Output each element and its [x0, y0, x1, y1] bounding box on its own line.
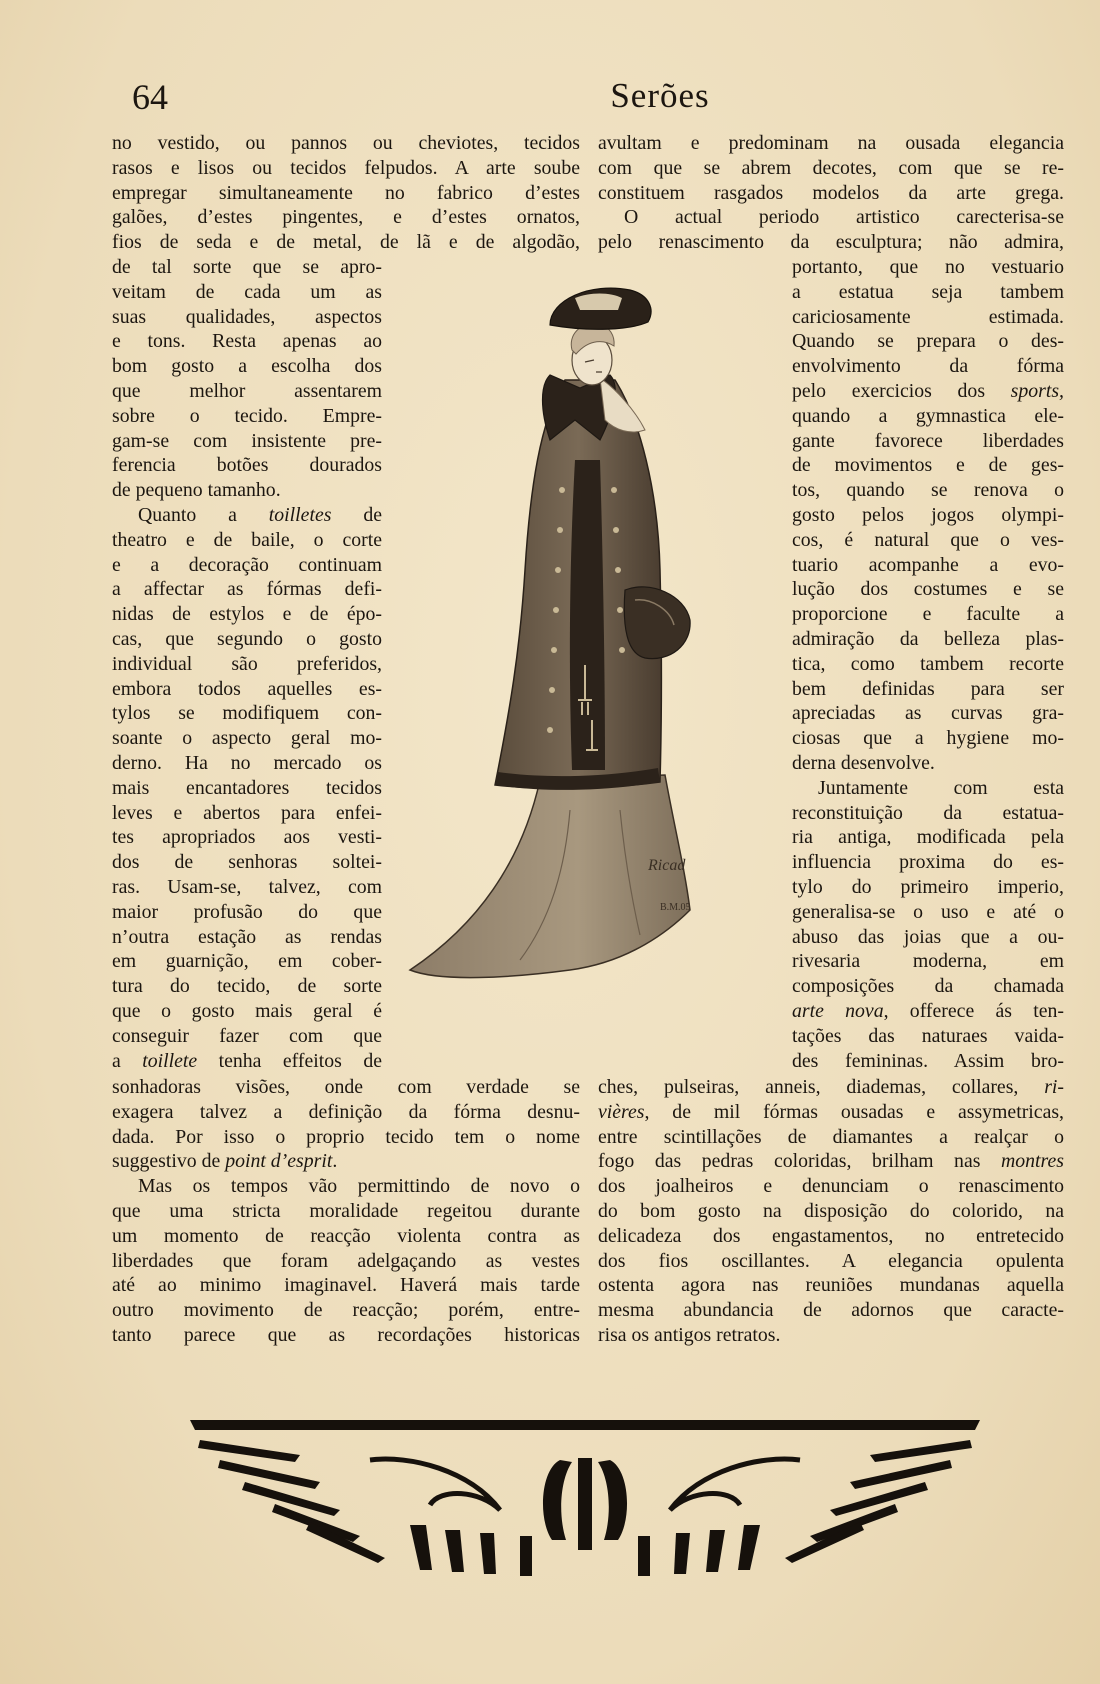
text-line: dos fios oscillantes. A elegancia opulenta [598, 1249, 1064, 1272]
text-line: derno. Ha no mercado os [112, 751, 382, 774]
text-line [112, 1149, 580, 1174]
text-line: mais encantadores tecidos [112, 776, 382, 799]
text-line: apreciadas as curvas gra- [792, 702, 1064, 725]
text-line: conseguir fazer com que [112, 1024, 382, 1047]
text-line: nidas de estylos e de épo- [112, 603, 382, 626]
text-line: Quando se prepara o des- [792, 330, 1064, 353]
text-line: n’outra estação as rendas [112, 925, 382, 948]
text-line: tura do tecido, de sorte [112, 975, 382, 998]
italic-term: sports, [1010, 379, 1064, 402]
text-line: um momento de reacção violenta contra as [112, 1224, 580, 1247]
text-fragment: tenha effeitos de [197, 1049, 382, 1072]
text-line: admiração da belleza plas- [792, 627, 1064, 650]
skirt-shape [410, 775, 690, 978]
text-line: com que se abrem decotes, com que se re- [598, 156, 1064, 179]
text-line: no vestido, ou pannos ou cheviotes, tecidos [112, 132, 580, 154]
text-line: de movimentos e de ges- [792, 454, 1064, 477]
text-line: cos, é natural que o ves- [792, 528, 1064, 551]
text-line: até ao minimo imaginavel. Haverá mais tarde [112, 1274, 580, 1297]
italic-term: point d’esprit [225, 1150, 333, 1173]
text-line: e tons. Resta apenas ao [112, 330, 382, 353]
text-fragment: . [332, 1150, 338, 1173]
text-line: tanto parece que as recordações historicas [112, 1323, 580, 1346]
text-line: tica, como tambem recorte [792, 652, 1064, 675]
text-line: maior profusão do que [112, 900, 382, 923]
text-line: cas, que segundo o gosto [112, 627, 382, 650]
text-line: abuso das joias que a ou- [792, 925, 1064, 948]
italic-term: toilletes [268, 503, 332, 526]
text-line: risa os antigos retratos. [598, 1323, 781, 1346]
text-line: sonhadoras visões, onde com verdade se [112, 1076, 580, 1098]
italic-term: arte nova [792, 999, 884, 1022]
text-line: em guarnição, em cober- [112, 950, 382, 973]
text-line: de tal sorte que se apro- [112, 256, 382, 278]
text-line: exagera talvez a definição da fórma desnu- [112, 1100, 580, 1123]
italic-term: toillete [142, 1049, 198, 1072]
text-line [598, 1149, 1064, 1174]
text-fragment: , de mil fórmas ousadas e assymetricas, [644, 1100, 1064, 1123]
text-line: gosto pelos jogos olympi- [792, 503, 1064, 526]
illustrator-signature: Ricad [648, 857, 686, 874]
right-column-bottom [598, 1075, 1064, 1348]
text-line: que o gosto mais geral é [112, 999, 382, 1022]
text-fragment: pelo exercicios dos [792, 379, 1011, 402]
text-line: quando a gymnastica ele- [792, 404, 1064, 427]
text-line: ferencia botões dourados [112, 454, 382, 477]
text-line: tylo do primeiro imperio, [792, 875, 1064, 898]
text-line [792, 379, 1064, 404]
text-line: composições da chamada [792, 975, 1064, 998]
text-line: soante o aspecto geral mo- [112, 727, 382, 750]
text-line: individual são preferidos, [112, 652, 382, 675]
text-line: reconstituição da estatua- [792, 801, 1064, 824]
text-line: derna desenvolve. [792, 751, 935, 774]
text-line [112, 503, 382, 528]
text-line: gam-se com insistente pre- [112, 429, 382, 452]
text-line: tações das naturaes vaida- [792, 1024, 1064, 1047]
italic-term: montres [1000, 1150, 1064, 1173]
page-number: 64 [132, 77, 168, 117]
right-column-narrow [792, 255, 1064, 1073]
text-line: a estatua seja tambem [792, 280, 1064, 303]
text-line: outro movimento de reacção; porém, entre- [112, 1299, 580, 1322]
text-line [792, 999, 1064, 1024]
text-line: Juntamente com esta [818, 776, 1064, 799]
text-line: fios de seda e de metal, de lã e de algodão, [112, 231, 580, 254]
text-line: a affectar as fórmas defi- [112, 578, 382, 601]
text-fragment: suggestivo de [112, 1150, 226, 1173]
text-line: delicadeza dos engastamentos, no entretecido [598, 1224, 1064, 1247]
right-column-top [598, 131, 1064, 255]
text-line: dos de senhoras soltei- [112, 851, 382, 874]
text-line: des femininas. Assim bro- [792, 1049, 1064, 1072]
italic-term: ri- [1044, 1076, 1064, 1098]
page-header [110, 76, 1020, 126]
text-fragment: de [331, 503, 382, 526]
text-line: bem definidas para ser [792, 677, 1064, 700]
text-line: ostenta agora nas reuniões mundanas aquella [598, 1274, 1064, 1297]
text-line: bom gosto a escolha dos [112, 355, 382, 378]
text-line: rasos e lisos ou tecidos felpudos. A arte soube [112, 156, 580, 179]
text-line: Mas os tempos vão permittindo de novo o [138, 1175, 580, 1198]
text-line: envolvimento da fórma [792, 355, 1064, 378]
text-line: portanto, que no vestuario [792, 256, 1064, 278]
text-line: gante favorece liberdades [792, 429, 1064, 452]
journal-title: Serões [610, 76, 710, 115]
text-line: empregar simultaneamente no fabrico d’estes [112, 181, 580, 204]
text-line: cariciosamente estimada. [792, 305, 1064, 328]
text-line: de pequeno tamanho. [112, 479, 281, 502]
text-fragment: ches, pulseiras, anneis, diademas, collares, [598, 1076, 1045, 1098]
text-line: leves e abertos para enfei- [112, 801, 382, 824]
left-column-bottom [112, 1075, 580, 1348]
text-line: avultam e predominam na ousada elegancia [598, 132, 1064, 154]
text-line: dada. Por isso o proprio tecido tem o nome [112, 1125, 580, 1148]
text-line: veitam de cada um as [112, 280, 382, 303]
text-line: que uma stricta moralidade regeitou durante [112, 1199, 580, 1222]
text-line: constituem rasgados modelos da arte grega. [598, 181, 1064, 204]
muff-shape [624, 587, 690, 659]
text-line: tuario acompanhe a evo- [792, 553, 1064, 576]
text-line: theatro e de baile, o corte [112, 528, 382, 551]
text-line: ciosas que a hygiene mo- [792, 727, 1064, 750]
text-line: suas qualidades, aspectos [112, 305, 382, 328]
left-column-top [112, 131, 580, 255]
text-line: O actual periodo artistico carecterisa-se [624, 206, 1064, 229]
text-fragment: , offerece ás ten- [883, 999, 1064, 1022]
text-line: proporcione e faculte a [792, 603, 1064, 626]
text-line: lução dos costumes e se [792, 578, 1064, 601]
text-line: liberdades que foram adelgaçando as vestes [112, 1249, 580, 1272]
fashion-illustration [400, 270, 760, 1050]
text-line: entre scintillações de diamantes a realçar o [598, 1125, 1064, 1148]
text-line: ras. Usam-se, talvez, com [112, 875, 382, 898]
text-line: mesma abundancia de adornos que caracte- [598, 1299, 1064, 1322]
text-line: generalisa-se o uso e até o [792, 900, 1064, 923]
text-fragment: Quanto a [138, 503, 269, 526]
text-line: influencia proxima do es- [792, 851, 1064, 874]
text-line [598, 1100, 1064, 1125]
text-line: galões, d’estes pingentes, e d’estes ornatos, [112, 206, 580, 229]
text-line: sobre o tecido. Empre- [112, 404, 382, 427]
text-line: rivesaria moderna, em [792, 950, 1064, 973]
text-line: embora todos aquelles es- [112, 677, 382, 700]
text-fragment: a [112, 1049, 143, 1072]
italic-term: vières [598, 1100, 645, 1123]
text-line: e a decoração continuam [112, 553, 382, 576]
left-column-narrow [112, 255, 382, 1073]
text-fragment: fogo das pedras coloridas, brilham nas [598, 1150, 1001, 1173]
text-line: dos joalheiros e denunciam o renascimento [598, 1175, 1064, 1198]
text-line: que melhor assentarem [112, 379, 382, 402]
text-line: tes apropriados aos vesti- [112, 826, 382, 849]
text-line [112, 1049, 382, 1074]
text-line: pelo renascimento da esculptura; não admira, [598, 231, 1064, 254]
art-nouveau-ornament [180, 1400, 990, 1580]
text-line: tylos se modifiquem con- [112, 702, 382, 725]
text-line [598, 1075, 1064, 1100]
text-line: tos, quando se renova o [792, 479, 1064, 502]
text-line: do bom gosto na disposição do colorido, na [598, 1199, 1064, 1222]
text-line: ria antiga, modificada pela [792, 826, 1064, 849]
illustrator-initials: B.M.05 [660, 902, 691, 913]
